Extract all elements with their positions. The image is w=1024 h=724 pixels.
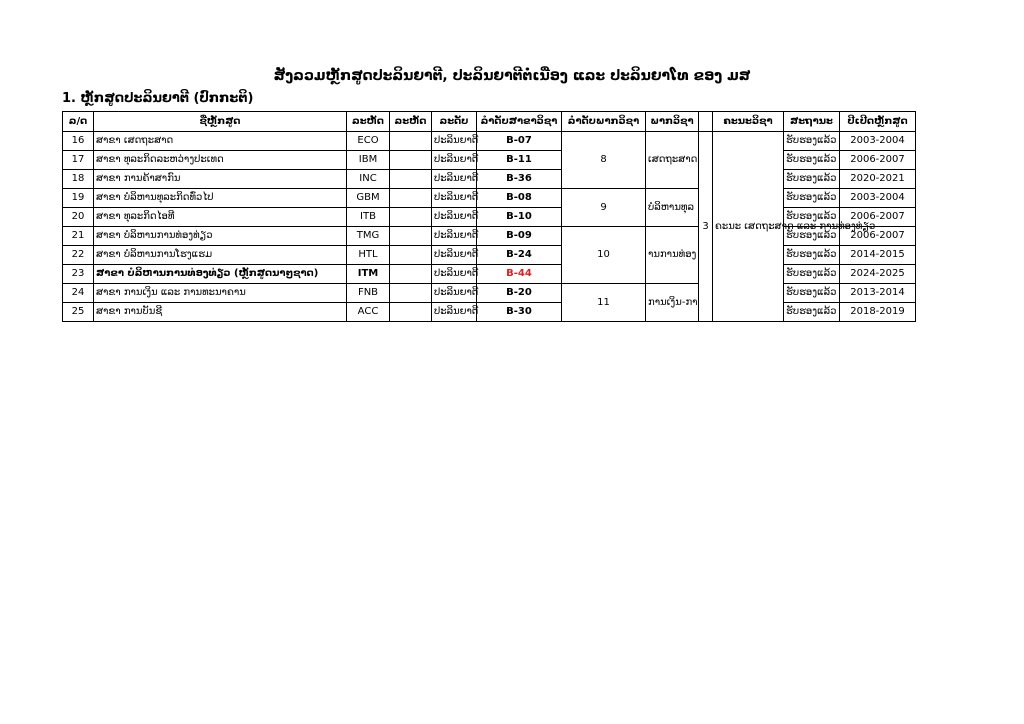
row-code: ITM: [347, 265, 390, 284]
section-title: 1. ຫຼັກສູດປະລິນຍາຕີ (ປົກກະຕິ): [62, 91, 254, 106]
row-code-2: [390, 284, 432, 303]
row-code-2: [390, 265, 432, 284]
row-name: ສາຂາ ເສດຖະສາດ: [94, 132, 347, 151]
faculty-name-cell: ຄະນະ ເສດຖະສາດ ແລະ ການທ່ອງທ່ຽວ: [713, 132, 784, 322]
row-major-order: B-20: [477, 284, 562, 303]
dept-order-cell: 10: [562, 227, 646, 284]
row-year: 2018-2019: [840, 303, 916, 322]
row-no: 18: [63, 170, 94, 189]
row-status: ຮັບຮອງແລ້ວ: [784, 303, 840, 322]
row-no: 20: [63, 208, 94, 227]
dept-order-cell: 9: [562, 189, 646, 227]
row-major-order: B-09: [477, 227, 562, 246]
row-name: ສາຂາ ທຸລະກິດໄອທີ: [94, 208, 347, 227]
row-status: ຮັບຮອງແລ້ວ: [784, 170, 840, 189]
dept-name-cell: ການເງິນ-ກາ: [646, 284, 699, 322]
header-major-order: ລຳດັບສາຂາວິຊາ: [477, 112, 562, 132]
row-name: ສາຂາ ບໍລິຫານການທ່ອງທ່ຽວ: [94, 227, 347, 246]
row-major-order: B-44: [477, 265, 562, 284]
row-name: ສາຂາ ທຸລະກິດລະຫວ່າງປະເທດ: [94, 151, 347, 170]
row-name: ສາຂາ ການບັນຊີ: [94, 303, 347, 322]
table-row: [63, 132, 916, 151]
row-year: 2003-2004: [840, 189, 916, 208]
row-major-order: B-07: [477, 132, 562, 151]
header-no: ລ/ດ: [63, 112, 94, 132]
row-year: 2020-2021: [840, 170, 916, 189]
row-code: FNB: [347, 284, 390, 303]
row-no: 21: [63, 227, 94, 246]
row-major-order: B-36: [477, 170, 562, 189]
row-code-2: [390, 208, 432, 227]
header-faculty: ຄະນະວິຊາ: [713, 112, 784, 132]
row-no: 23: [63, 265, 94, 284]
row-code-2: [390, 246, 432, 265]
faculty-no-cell: 3: [699, 132, 713, 322]
row-name: ສາຂາ ການຄ້າສາກົນ: [94, 170, 347, 189]
row-code: ITB: [347, 208, 390, 227]
table-row: [63, 189, 916, 208]
row-level: ປະລິນຍາຕີ: [432, 265, 477, 284]
row-name: ສາຂາ ການເງິນ ແລະ ການທະນາຄານ: [94, 284, 347, 303]
header-dept: ພາກວິຊາ: [646, 112, 699, 132]
row-status: ຮັບຮອງແລ້ວ: [784, 132, 840, 151]
row-status: ຮັບຮອງແລ້ວ: [784, 265, 840, 284]
row-code-2: [390, 132, 432, 151]
table-row: [63, 303, 916, 322]
row-major-order: B-30: [477, 303, 562, 322]
row-level: ປະລິນຍາຕີ: [432, 132, 477, 151]
row-level: ປະລິນຍາຕີ: [432, 227, 477, 246]
row-year: 2006-2007: [840, 151, 916, 170]
row-status: ຮັບຮອງແລ້ວ: [784, 227, 840, 246]
dept-name-cell: ເສດຖະສາດ: [646, 132, 699, 189]
row-year: 2006-2007: [840, 227, 916, 246]
row-code: GBM: [347, 189, 390, 208]
row-code-2: [390, 170, 432, 189]
row-major-order: B-11: [477, 151, 562, 170]
table-row: [63, 227, 916, 246]
row-code-2: [390, 227, 432, 246]
row-level: ປະລິນຍາຕີ: [432, 284, 477, 303]
table-row-highlighted: [63, 265, 916, 284]
row-level: ປະລິນຍາຕີ: [432, 208, 477, 227]
row-code-2: [390, 151, 432, 170]
table-row: [63, 170, 916, 189]
row-code-2: [390, 189, 432, 208]
header-dept-order: ລຳດັບພາກວິຊາ: [562, 112, 646, 132]
row-level: ປະລິນຍາຕີ: [432, 189, 477, 208]
row-status: ຮັບຮອງແລ້ວ: [784, 246, 840, 265]
row-no: 24: [63, 284, 94, 303]
header-name: ຊື່ຫຼັກສູດ: [94, 112, 347, 132]
header-year: ປີເປີດຫຼັກສູດ: [840, 112, 916, 132]
row-year: 2003-2004: [840, 132, 916, 151]
row-name: ສາຂາ ບໍລິຫານການທ່ອງທ່ຽວ (ຫຼັກສູດນາໆຊາດ): [94, 265, 347, 284]
programs-table: [62, 111, 916, 322]
row-code: IBM: [347, 151, 390, 170]
row-major-order: B-10: [477, 208, 562, 227]
row-status: ຮັບຮອງແລ້ວ: [784, 189, 840, 208]
header-code-2: ລະຫັດ: [390, 112, 432, 132]
table-row: [63, 246, 916, 265]
row-status: ຮັບຮອງແລ້ວ: [784, 208, 840, 227]
row-code: ECO: [347, 132, 390, 151]
row-code: ACC: [347, 303, 390, 322]
page-title: ສັງລວມຫຼັກສູດປະລິນຍາຕີ, ປະລິນຍາຕີຕໍ່ເນື່ອງ ແລະ ປະລິນຍາໂທ ຂອງ ມສ: [273, 68, 751, 84]
dept-order-cell: 8: [562, 132, 646, 189]
row-major-order: B-08: [477, 189, 562, 208]
header-blank: [699, 112, 713, 132]
row-level: ປະລິນຍາຕີ: [432, 303, 477, 322]
row-status: ຮັບຮອງແລ້ວ: [784, 284, 840, 303]
row-year: 2024-2025: [840, 265, 916, 284]
dept-name-cell: ບໍລິຫານທຸລ: [646, 189, 699, 227]
header-status: ສະຖານະ: [784, 112, 840, 132]
row-no: 22: [63, 246, 94, 265]
row-name: ສາຂາ ບໍລິຫານການໂຮງແຮມ: [94, 246, 347, 265]
row-year: 2014-2015: [840, 246, 916, 265]
dept-order-cell: 11: [562, 284, 646, 322]
row-no: 25: [63, 303, 94, 322]
row-no: 17: [63, 151, 94, 170]
table-header-row: [63, 112, 916, 132]
row-status: ຮັບຮອງແລ້ວ: [784, 151, 840, 170]
row-year: 2006-2007: [840, 208, 916, 227]
row-name: ສາຂາ ບໍລິຫານທຸລະກິດທົ່ວໄປ: [94, 189, 347, 208]
row-code: TMG: [347, 227, 390, 246]
row-code: HTL: [347, 246, 390, 265]
header-code: ລະຫັດ: [347, 112, 390, 132]
table-row: [63, 151, 916, 170]
row-no: 16: [63, 132, 94, 151]
row-level: ປະລິນຍາຕີ: [432, 246, 477, 265]
row-code: INC: [347, 170, 390, 189]
row-no: 19: [63, 189, 94, 208]
table-row: [63, 284, 916, 303]
row-level: ປະລິນຍາຕີ: [432, 170, 477, 189]
header-level: ລະດັບ: [432, 112, 477, 132]
dept-name-cell: ານການທ່ອງ: [646, 227, 699, 284]
row-level: ປະລິນຍາຕີ: [432, 151, 477, 170]
row-major-order: B-24: [477, 246, 562, 265]
row-year: 2013-2014: [840, 284, 916, 303]
row-code-2: [390, 303, 432, 322]
